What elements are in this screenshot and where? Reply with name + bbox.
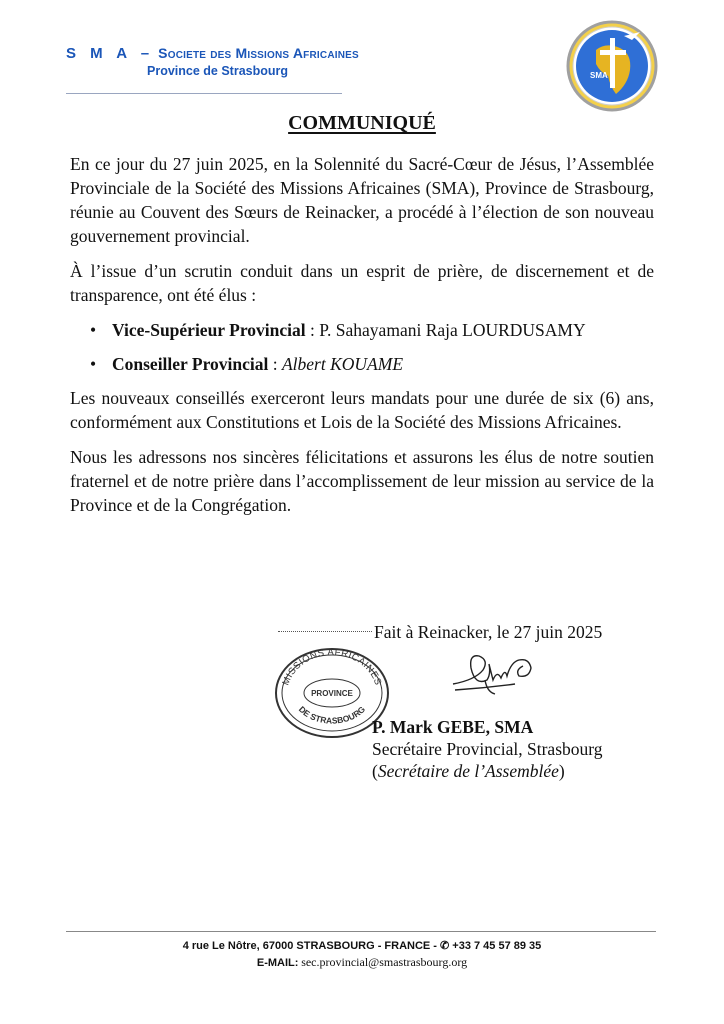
org-province: Province de Strasbourg — [147, 64, 289, 78]
org-full-name: Societe des Missions Africaines — [158, 45, 359, 61]
svg-text:MISSIONS AFRICAINES — [280, 647, 383, 687]
elected-list — [70, 318, 654, 376]
signer-block — [372, 716, 603, 782]
elected-separator: : — [305, 320, 320, 340]
bullet-icon: • — [90, 354, 97, 374]
place-and-date: Fait à Reinacker, le 27 juin 2025 — [374, 622, 603, 642]
signer-assembly-role — [372, 760, 603, 782]
sma-logo-icon — [566, 20, 658, 112]
paragraph-congratulations: Nous les adressons nos sincères félicitations et assurons les élus de notre soutien fraternel et de notre prière dans l’accomplissement de leur mission au service de la Province et de la Congrégation. — [70, 447, 654, 515]
signer-name: P. Mark GEBE, SMA — [372, 717, 534, 737]
stamp-center-text: PROVINCE — [311, 689, 353, 698]
paragraph-mandate: Les nouveaux conseillés exerceront leurs mandats pour une durée de six (6) ans, conformément aux Constitutions et Lois de la Société des Missions Africaines. — [70, 388, 654, 432]
signature-dotted-line — [278, 631, 372, 632]
paren-open: ( — [372, 761, 378, 781]
handwritten-signature — [445, 640, 555, 700]
org-abbreviation: S M A – — [66, 45, 155, 62]
org-title-line — [66, 45, 366, 62]
assembly-role-text: Secrétaire de l’Assemblée — [377, 761, 559, 781]
header-divider — [66, 93, 342, 94]
letterhead — [66, 45, 366, 78]
page-title: COMMUNIQUÉ — [288, 112, 436, 134]
stamp-bottom-text: DE STRASBOURG — [296, 704, 368, 726]
list-item — [70, 352, 654, 376]
paragraph-intro: En ce jour du 27 juin 2025, en la Solennité du Sacré-Cœur de Jésus, l’Assemblée Provinciale de la Société des Missions Africaines (SMA), Province de Strasbourg, réunie au Couvent des Sœurs de Reinacker, a procédé à l’élection de son nouveau gouvernement provincial. — [70, 154, 654, 246]
list-item — [70, 318, 654, 342]
elected-role: Vice-Supérieur Provincial — [112, 320, 306, 340]
communique-body — [70, 152, 654, 528]
paren-close: ) — [558, 761, 565, 781]
logo-text: SMA — [590, 71, 608, 80]
email-label: E-MAIL: — [256, 957, 299, 969]
email-address[interactable]: sec.provincial@smastrasbourg.org — [301, 955, 468, 969]
footer — [0, 938, 724, 971]
elected-separator: : — [268, 354, 282, 374]
footer-address: 4 rue Le Nôtre, 67000 STRASBOURG - FRANCE - ✆ +33 7 45 57 89 35 — [182, 940, 542, 952]
footer-email-line — [0, 954, 724, 971]
footer-divider — [66, 931, 656, 932]
elected-name: P. Sahayamani Raja LOURDUSAMY — [319, 320, 586, 340]
bullet-icon: • — [90, 320, 97, 340]
paragraph-election: À l’issue d’un scrutin conduit dans un esprit de prière, de discernement et de transparence, ont été élus : — [70, 261, 654, 305]
elected-name: Albert KOUAME — [281, 354, 404, 374]
stamp-top-text: MISSIONS AFRICAINES — [280, 646, 384, 688]
signer-function: Secrétaire Provincial, Strasbourg — [372, 739, 603, 759]
elected-role: Conseiller Provincial — [112, 354, 269, 374]
